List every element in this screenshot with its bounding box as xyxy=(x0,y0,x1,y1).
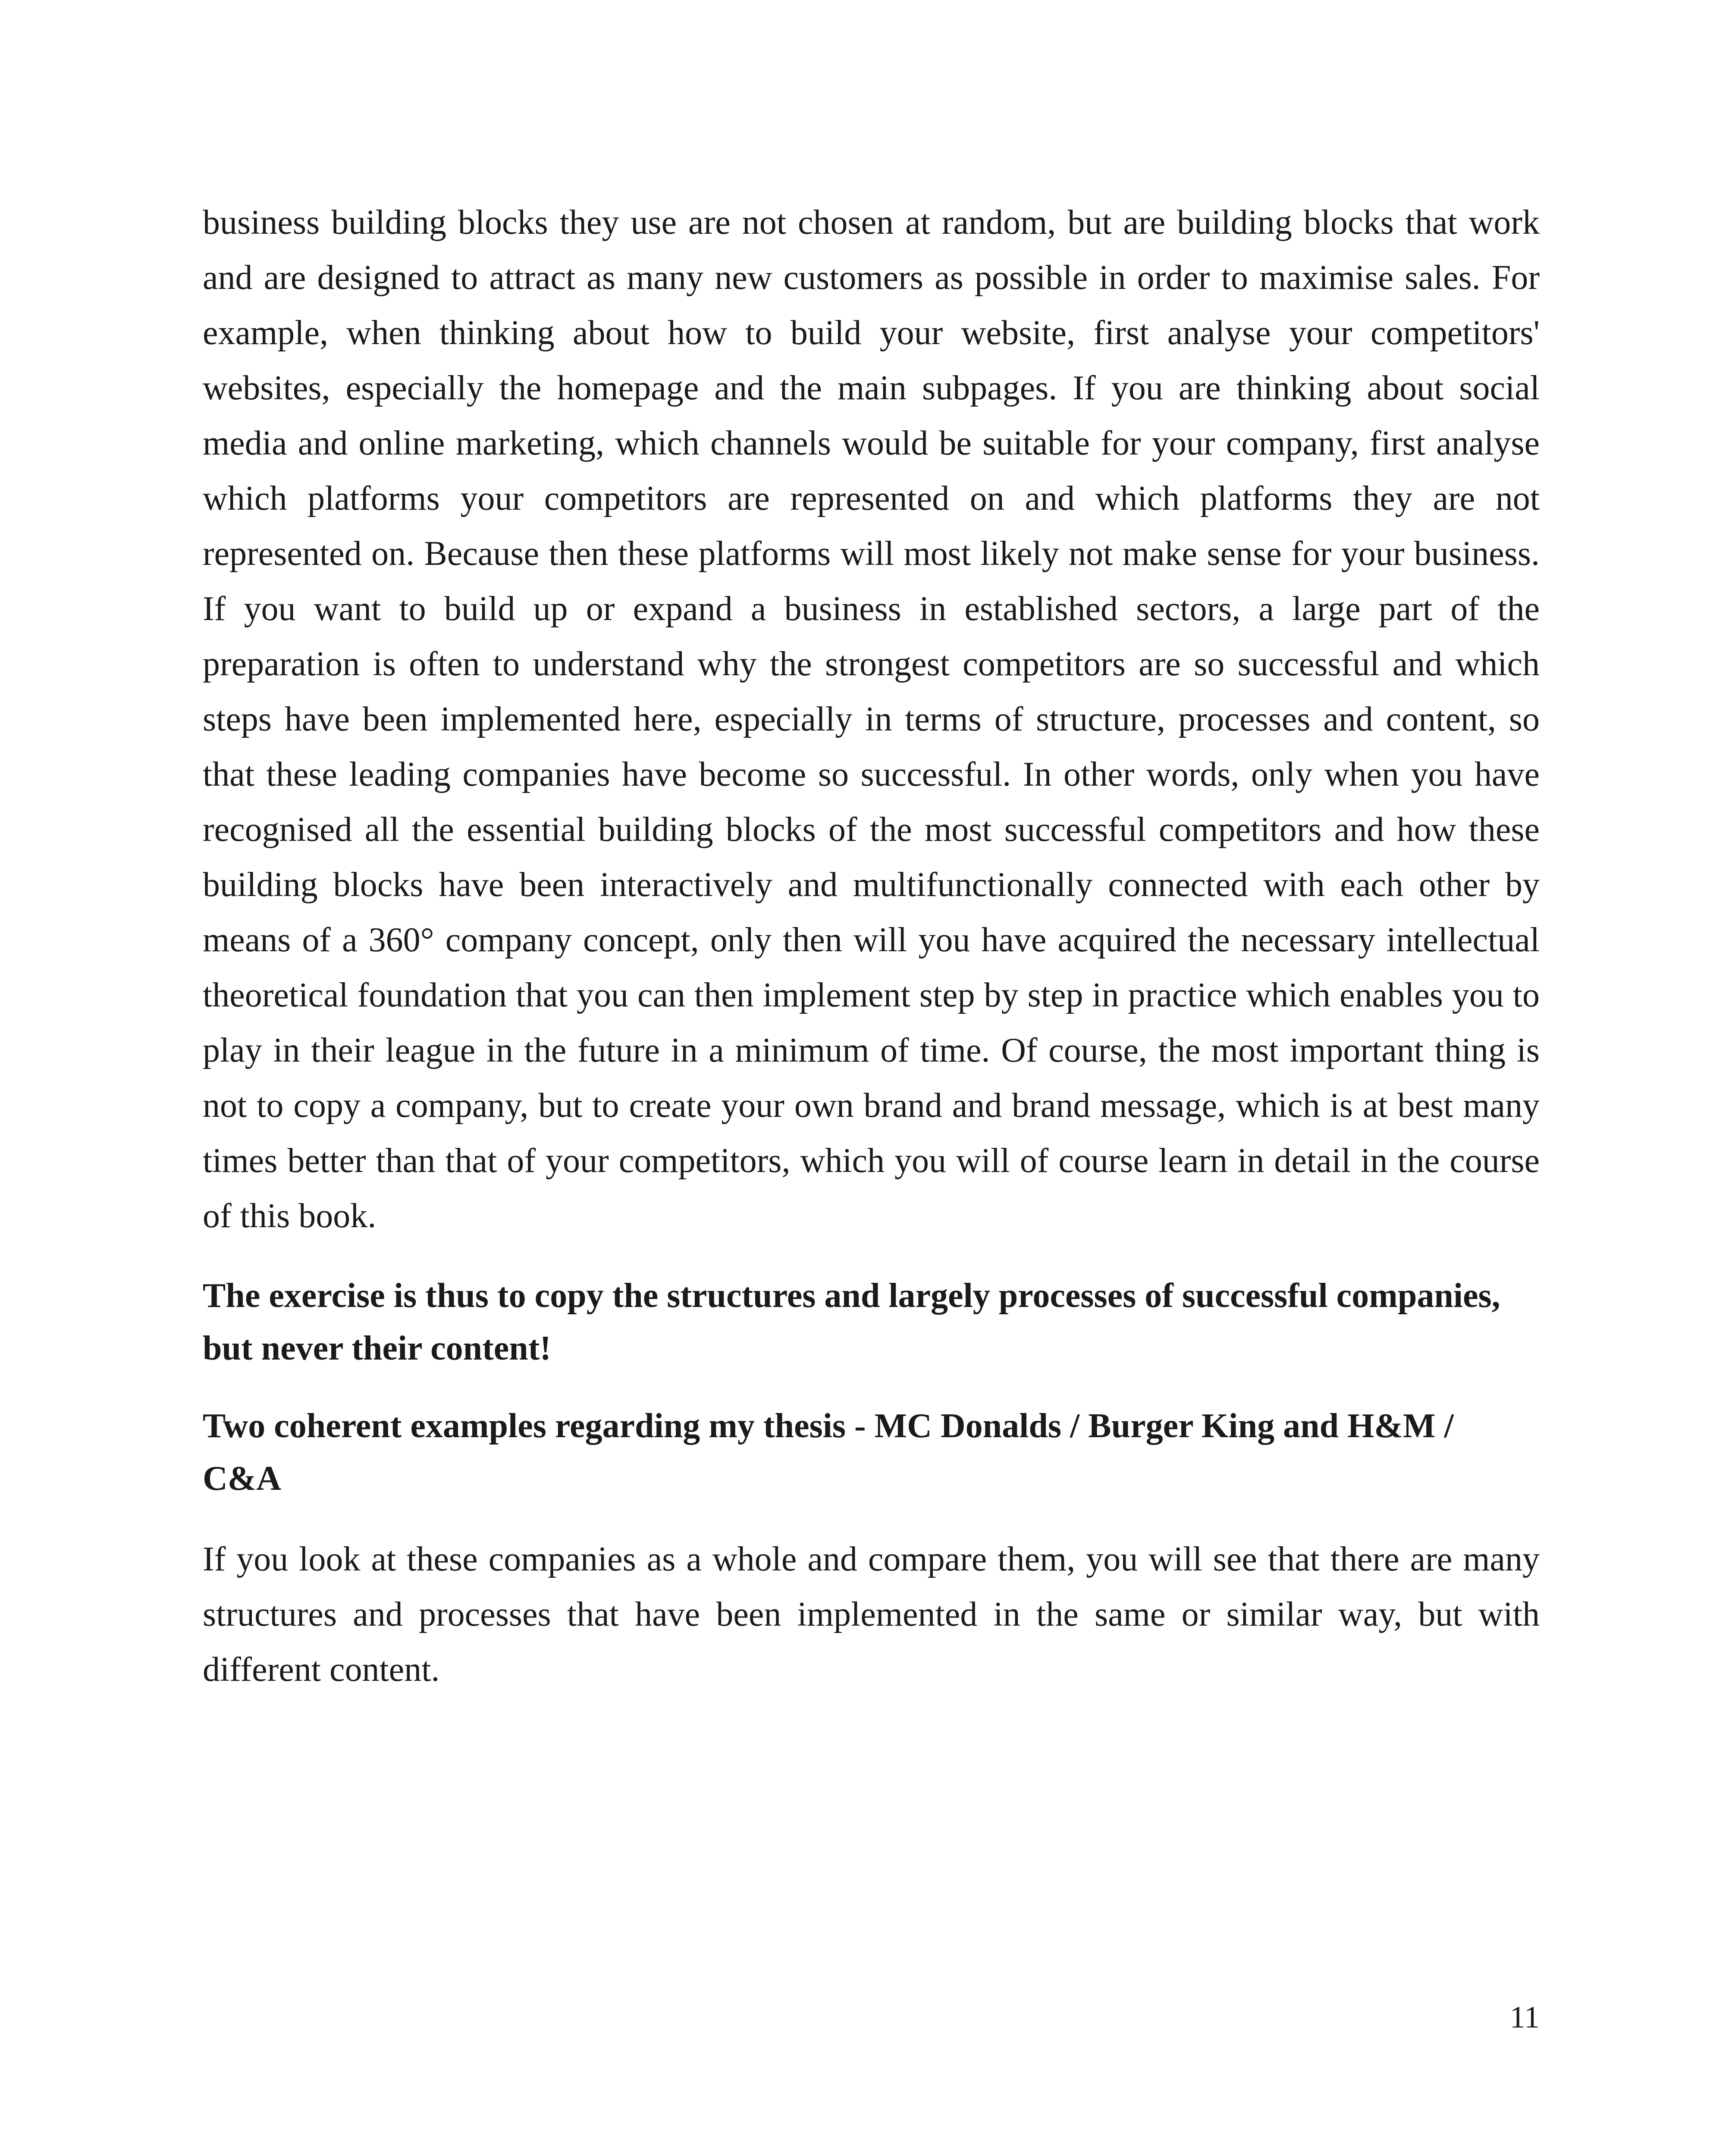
section-heading: Two coherent examples regarding my thesis - MC Donalds / Burger King and H&M / C&A xyxy=(203,1407,1454,1498)
body-paragraph-2: If you look at these companies as a whole and compare them, you will see that there are many structures and processes that have been implemented in the same or similar way, but with different content. xyxy=(203,1540,1540,1689)
text-column xyxy=(203,195,1540,1697)
page-number: 11 xyxy=(1509,2000,1540,2034)
bold-statement: The exercise is thus to copy the structures and largely processes of successful companies, but never their content! xyxy=(203,1277,1500,1367)
body-paragraph: business building blocks they use are not chosen at random, but are building blocks that work and are designed to attract as many new customers as possible in order to maximise sales. For example, when thinking about how to build your website, first analyse your competitors' websites, especially the homepage and the main subpages. If you are thinking about social media and online marketing, which channels would be suitable for your company, first analyse which platforms your competitors are represented on and which platforms they are not represented on. Because then these platforms will most likely not make sense for your business. If you want to build up or expand a business in established sectors, a large part of the preparation is often to understand why the strongest competitors are so successful and which steps have been implemented here, especially in terms of structure, processes and content, so that these leading companies have become so successful. In other words, only when you have recognised all the essential building blocks of the most successful competitors and how these building blocks have been interactively and multifunctionally connected with each other by means of a 360° company concept, only then will you have acquired the necessary intellectual theoretical foundation that you can then implement step by step in practice which enables you to play in their league in the future in a minimum of time. Of course, the most important thing is not to copy a company, but to create your own brand and brand message, which is at best many times better than that of your competitors, which you will of course learn in detail in the course of this book. xyxy=(203,204,1540,1235)
